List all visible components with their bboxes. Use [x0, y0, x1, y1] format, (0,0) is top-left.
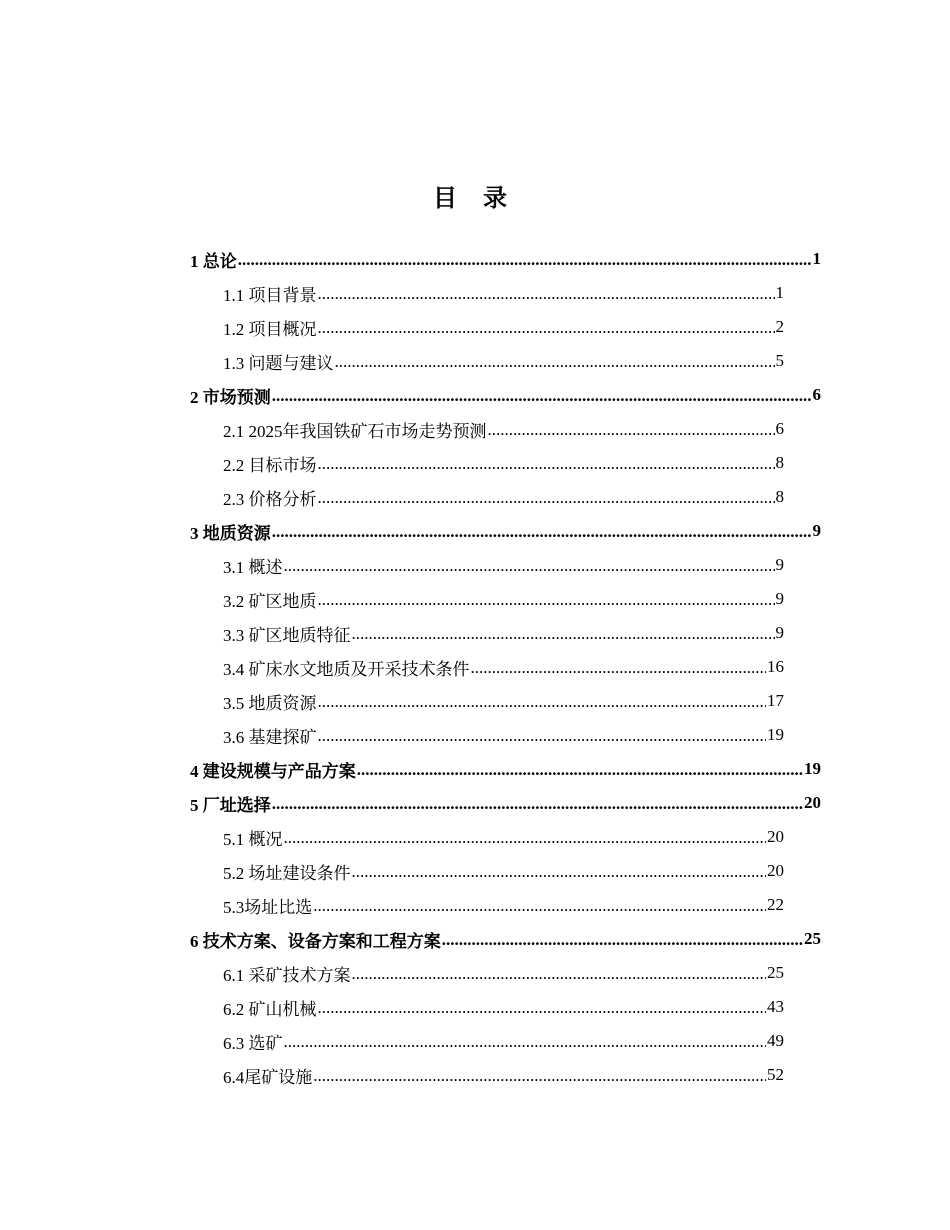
- toc-dot-leader: [284, 828, 767, 848]
- toc-entry-page-number: 9: [775, 589, 784, 608]
- toc-entry-label: 5 厂址选择: [190, 795, 271, 815]
- toc-dot-leader: [318, 488, 775, 508]
- toc-dot-leader: [318, 998, 767, 1018]
- toc-section-entry[interactable]: [223, 684, 784, 718]
- toc-section-entry[interactable]: [223, 650, 784, 684]
- toc-entry-label: 3.3 矿区地质特征: [223, 625, 351, 645]
- toc-title: 目 录: [433, 186, 517, 212]
- toc-dot-leader: [335, 352, 775, 372]
- toc-dot-leader: [284, 1032, 767, 1052]
- toc-chapter-entry[interactable]: [190, 786, 821, 820]
- toc-chapter-entry[interactable]: [190, 752, 821, 786]
- toc-entry-page-number: 1: [812, 249, 821, 268]
- toc-section-entry[interactable]: [223, 582, 784, 616]
- toc-entry-label: 3.4 矿床水文地质及开采技术条件: [223, 659, 470, 679]
- toc-dot-leader: [471, 658, 767, 678]
- toc-dot-leader: [318, 318, 775, 338]
- toc-entry-page-number: 20: [804, 793, 821, 812]
- table-of-contents: [0, 242, 950, 1092]
- toc-section-entry[interactable]: [223, 1058, 784, 1092]
- toc-dot-leader: [318, 454, 775, 474]
- toc-entry-label: 3.2 矿区地质: [223, 591, 317, 611]
- toc-chapter-entry[interactable]: [190, 922, 821, 956]
- toc-section-entry[interactable]: [223, 480, 784, 514]
- toc-section-entry[interactable]: [223, 310, 784, 344]
- toc-dot-leader: [238, 250, 812, 270]
- toc-entry-label: 4 建设规模与产品方案: [190, 761, 356, 781]
- toc-entry-page-number: 8: [775, 487, 784, 506]
- toc-entry-label: 6.2 矿山机械: [223, 999, 317, 1019]
- toc-dot-leader: [318, 284, 775, 304]
- toc-entry-page-number: 6: [812, 385, 821, 404]
- toc-entry-page-number: 16: [767, 657, 784, 676]
- toc-dot-leader: [272, 794, 803, 814]
- toc-section-entry[interactable]: [223, 616, 784, 650]
- toc-entry-label: 3.5 地质资源: [223, 693, 317, 713]
- toc-entry-page-number: 20: [767, 827, 784, 846]
- toc-dot-leader: [357, 760, 803, 780]
- toc-entry-label: 2.1 2025年我国铁矿石市场走势预测: [223, 421, 487, 441]
- toc-entry-label: 1.2 项目概况: [223, 319, 317, 339]
- toc-dot-leader: [284, 556, 775, 576]
- toc-dot-leader: [313, 1066, 766, 1086]
- toc-chapter-entry[interactable]: [190, 378, 821, 412]
- toc-entry-page-number: 17: [767, 691, 784, 710]
- toc-entry-label: 3 地质资源: [190, 523, 271, 543]
- toc-entry-page-number: 8: [775, 453, 784, 472]
- toc-entry-page-number: 25: [804, 929, 821, 948]
- toc-section-entry[interactable]: [223, 888, 784, 922]
- toc-entry-label: 5.3场址比选: [223, 897, 313, 917]
- toc-entry-page-number: 5: [775, 351, 784, 370]
- toc-section-entry[interactable]: [223, 276, 784, 310]
- toc-dot-leader: [442, 930, 803, 950]
- toc-entry-label: 2 市场预测: [190, 387, 271, 407]
- toc-section-entry[interactable]: [223, 1024, 784, 1058]
- toc-entry-page-number: 9: [775, 555, 784, 574]
- toc-entry-page-number: 2: [775, 317, 784, 336]
- toc-dot-leader: [352, 862, 767, 882]
- toc-entry-page-number: 49: [767, 1031, 784, 1050]
- toc-entry-label: 1.1 项目背景: [223, 285, 317, 305]
- toc-section-entry[interactable]: [223, 412, 784, 446]
- toc-dot-leader: [318, 726, 767, 746]
- toc-chapter-entry[interactable]: [190, 242, 821, 276]
- toc-section-entry[interactable]: [223, 956, 784, 990]
- toc-entry-page-number: 19: [767, 725, 784, 744]
- toc-dot-leader: [352, 964, 767, 984]
- toc-dot-leader: [318, 692, 767, 712]
- toc-dot-leader: [318, 590, 775, 610]
- toc-entry-label: 6.1 采矿技术方案: [223, 965, 351, 985]
- toc-entry-page-number: 9: [812, 521, 821, 540]
- toc-dot-leader: [272, 386, 812, 406]
- toc-section-entry[interactable]: [223, 820, 784, 854]
- toc-section-entry[interactable]: [223, 990, 784, 1024]
- toc-entry-label: 1 总论: [190, 251, 237, 271]
- toc-entry-label: 2.3 价格分析: [223, 489, 317, 509]
- toc-chapter-entry[interactable]: [190, 514, 821, 548]
- toc-entry-label: 2.2 目标市场: [223, 455, 317, 475]
- toc-dot-leader: [488, 420, 775, 440]
- toc-entry-page-number: 25: [767, 963, 784, 982]
- toc-entry-page-number: 6: [775, 419, 784, 438]
- toc-entry-label: 6.4尾矿设施: [223, 1067, 313, 1087]
- toc-entry-label: 6 技术方案、设备方案和工程方案: [190, 931, 441, 951]
- toc-entry-page-number: 52: [767, 1065, 784, 1084]
- toc-entry-label: 3.1 概述: [223, 557, 283, 577]
- toc-section-entry[interactable]: [223, 718, 784, 752]
- toc-section-entry[interactable]: [223, 344, 784, 378]
- toc-entry-label: 5.2 场址建设条件: [223, 863, 351, 883]
- toc-section-entry[interactable]: [223, 854, 784, 888]
- toc-entry-label: 5.1 概况: [223, 829, 283, 849]
- toc-dot-leader: [352, 624, 775, 644]
- toc-entry-page-number: 43: [767, 997, 784, 1016]
- toc-section-entry[interactable]: [223, 446, 784, 480]
- toc-entry-page-number: 9: [775, 623, 784, 642]
- toc-entry-page-number: 19: [804, 759, 821, 778]
- toc-entry-label: 1.3 问题与建议: [223, 353, 334, 373]
- toc-entry-page-number: 22: [767, 895, 784, 914]
- toc-entry-label: 6.3 选矿: [223, 1033, 283, 1053]
- toc-entry-page-number: 1: [775, 283, 784, 302]
- toc-dot-leader: [313, 896, 766, 916]
- toc-entry-label: 3.6 基建探矿: [223, 727, 317, 747]
- toc-entry-page-number: 20: [767, 861, 784, 880]
- toc-section-entry[interactable]: [223, 548, 784, 582]
- toc-dot-leader: [272, 522, 812, 542]
